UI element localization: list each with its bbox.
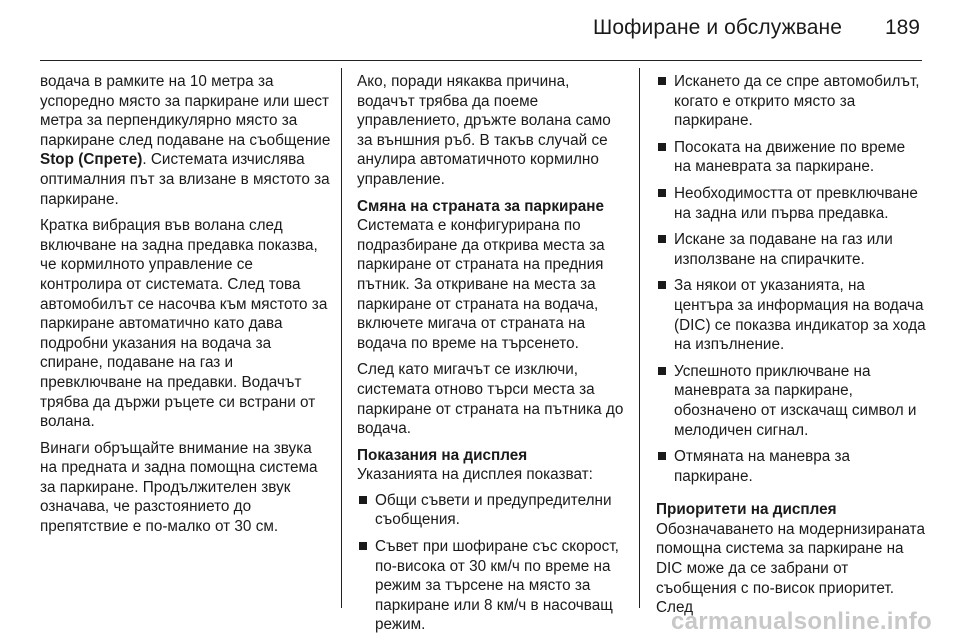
column-2 xyxy=(357,72,629,643)
paragraph: Указанията на дисплея показват: xyxy=(357,466,593,484)
column-divider-2 xyxy=(639,68,640,608)
square-bullet-icon xyxy=(359,496,367,504)
watermark: carmanualsonline.info xyxy=(670,608,932,635)
list-item xyxy=(656,230,926,269)
list-item-text: Необходимостта от превключване на задна или първа предавка. xyxy=(674,184,918,222)
list-item-text: Посоката на движение по време на маневрата за паркиране. xyxy=(674,138,906,176)
page-header xyxy=(0,0,960,62)
bullet-list xyxy=(357,491,629,635)
list-item xyxy=(357,537,629,635)
list-item xyxy=(656,184,926,223)
section-heading: Смяна на страната за паркиране xyxy=(357,197,605,215)
list-item-text: Общи съвети и предупредителни съобщения. xyxy=(375,491,612,529)
list-item xyxy=(656,447,926,486)
page-number: 189 xyxy=(884,16,920,39)
square-bullet-icon xyxy=(658,281,666,289)
paragraph-text: . Системата изчислява оптималния път за влизане в мястото за паркиране. xyxy=(40,151,330,208)
square-bullet-icon xyxy=(658,143,666,151)
list-item xyxy=(656,362,926,440)
paragraph: Системата е конфигурирана по подразбиране да открива места за паркиране от страната на предния пътник. За откриване на места за паркиране от страната на водача, включете мигача от страната на водача по време на търсенето. xyxy=(357,217,605,352)
list-item-text: Успешното приключване на маневрата за паркиране, обозначено от изскачащ символ и мелодичен сигнал. xyxy=(674,362,917,439)
list-item-text: Искане за подаване на газ или използване на спирачките. xyxy=(674,231,893,268)
page-title: Шофиране и обслужване xyxy=(593,16,842,39)
square-bullet-icon xyxy=(359,542,367,550)
list-item xyxy=(656,72,926,131)
square-bullet-icon xyxy=(658,189,666,197)
section-heading: Показания на дисплея xyxy=(357,446,528,464)
square-bullet-icon xyxy=(658,235,666,243)
square-bullet-icon xyxy=(658,367,666,375)
column-divider-1 xyxy=(341,68,342,608)
column-3 xyxy=(656,72,926,625)
list-item xyxy=(656,138,926,177)
paragraph: Обозначаването на модернизираната помощна система за паркиране на DIC може да се забрани от съобщения с по-висок приоритет. След xyxy=(656,520,925,617)
column-1 xyxy=(40,72,332,544)
list-item xyxy=(357,491,629,530)
square-bullet-icon xyxy=(658,77,666,85)
paragraph: Кратка вибрация във волана след включване на задна предавка показва, че кормилното управление се контролира от системата. След това автомобилът се насочва към мястото за паркиране автоматично като дава подробни указания на водача за спиране, подаване на газ и превключване на предавки. Водачът трябва да държи ръцете си встрани от волана. xyxy=(40,217,328,431)
list-item-text: Отмяната на маневра за паркиране. xyxy=(674,448,851,485)
paragraph-text: водача в рамките на 10 метра за успоредно място за паркиране или шест метра за перпендикулярно място за паркиране след подаване на съобщение xyxy=(40,73,331,149)
paragraph: Ако, поради някаква причина, водачът трябва да поеме управлението, дръжте волана само за външния ръб. В такъв случай се анулира автоматичното кормилно управление. xyxy=(357,73,611,188)
list-item xyxy=(656,276,926,354)
paragraph: След като мигачът се изключи, системата отново търси места за паркиране от страната на пътника до водача. xyxy=(357,361,624,438)
stop-label: Stop (Спрете) xyxy=(40,151,143,169)
header-rule xyxy=(40,60,922,61)
section-heading: Приоритети на дисплея xyxy=(656,501,837,519)
list-item-text: Искането да се спре автомобилът, когато е открито място за паркиране. xyxy=(674,73,920,130)
paragraph: Винаги обръщайте внимание на звука на предната и задна помощна система за паркиране. Продължителен звук означава, че разстоянието до препятствие е по-малко от 30 см. xyxy=(40,439,318,536)
bullet-list xyxy=(656,72,926,486)
paragraph xyxy=(40,72,332,209)
list-item-text: Съвет при шофиране със скорост, по-висока от 30 км/ч по време на режим за търсене на място за паркиране или 8 км/ч в насочващ режим. xyxy=(375,538,619,634)
list-item-text: За някои от указанията, на центъра за информация на водача (DIC) се показва индикатор за хода на изпълнение. xyxy=(674,277,926,354)
square-bullet-icon xyxy=(658,452,666,460)
